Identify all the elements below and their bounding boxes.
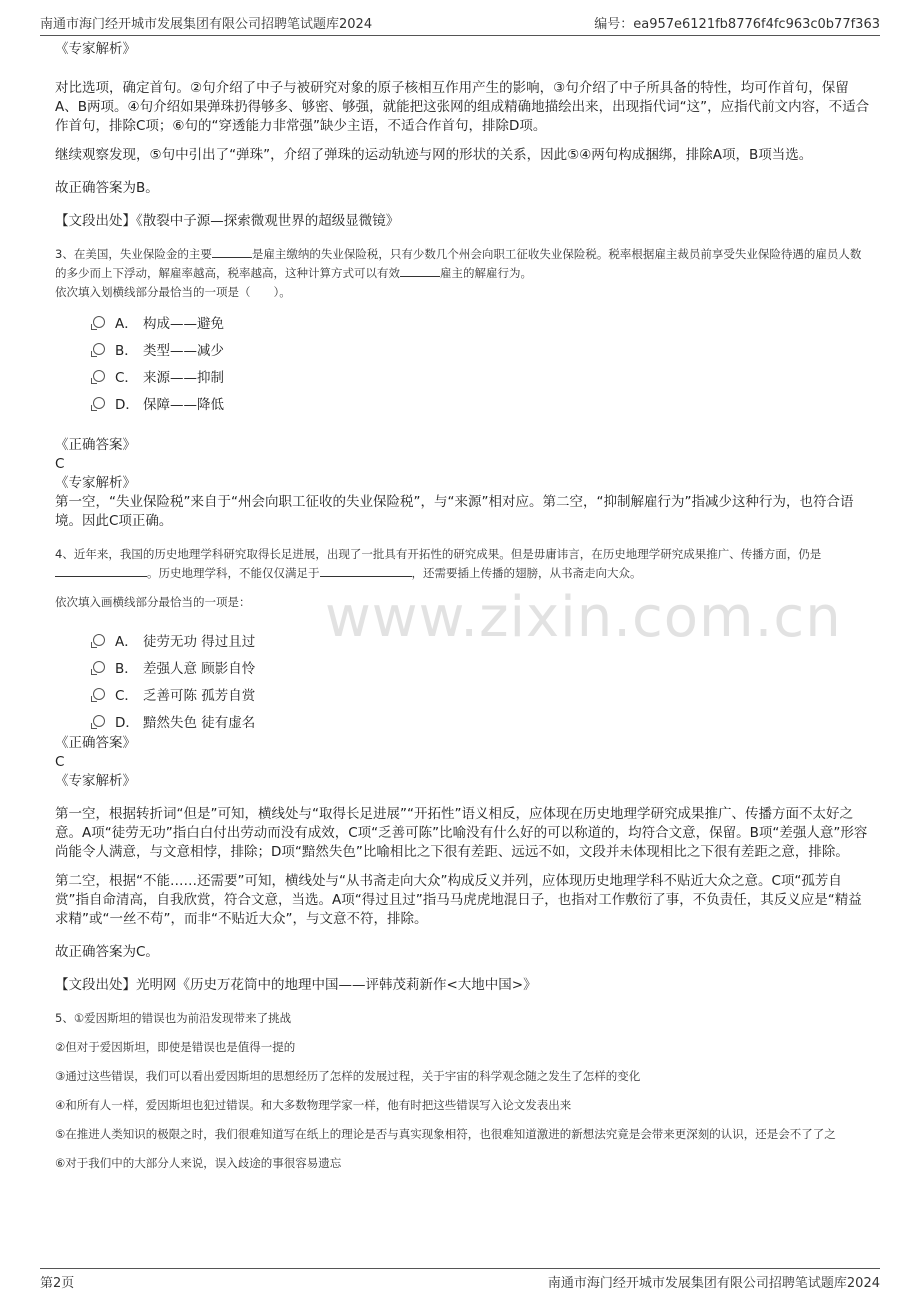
option-a[interactable]: A． 构成——避免 (55, 308, 870, 335)
radio-icon[interactable] (93, 688, 105, 700)
fill-blank (55, 564, 147, 577)
analysis-paragraph: 第二空，根据“不能……还需要”可知，横线处与“从书斋走向大众”构成反义并列，应体现历史地理学科不贴近大众之意。C项“孤芳自赏”指自命清高，自我欣赏，符合文意，当选。A项“得过且过”指马马虎虎地混日子，也指对工作敷衍了事，不负责任，其反义应是“精益求精”或“一丝不苟”，而非“不贴近大众”，与文意不符，排除。 (55, 873, 862, 927)
question-5-sentence: ②但对于爱因斯坦，即使是错误也是值得一提的 (55, 1040, 296, 1054)
answer-label: 《正确答案》 (55, 735, 136, 751)
option-c[interactable]: C． 来源——抑制 (55, 362, 870, 389)
answer-value: C (55, 754, 65, 770)
source-citation: 【文段出处】光明网《历史万花筒中的地理中国——评韩茂莉新作<大地中国>》 (55, 977, 537, 993)
watermark: www.zixin.com.cn (325, 585, 842, 650)
page-header (40, 12, 880, 36)
page-number: 第2页 (40, 1276, 75, 1291)
question-5-sentence: ③通过这些错误，我们可以看出爱因斯坦的思想经历了怎样的发展过程，关于宇宙的科学观念随之发生了怎样的变化 (55, 1069, 641, 1083)
fill-blank (400, 264, 440, 277)
radio-icon[interactable] (93, 316, 105, 328)
radio-icon[interactable] (93, 343, 105, 355)
question-5-sentence: ⑥对于我们中的大部分人来说，误入歧途的事很容易遗忘 (55, 1156, 342, 1170)
question-3-prompt: 依次填入划横线部分最恰当的一项是（ ）。 (55, 285, 291, 299)
option-d[interactable]: D． 保障——降低 (55, 389, 870, 416)
question-4-stem: 4、近年来，我国的历史地理学科研究取得长足进展，出现了一批具有开拓性的研究成果。但是毋庸讳言，在历史地理学研究成果推广、传播方面，仍是。历史地理学科，不能仅仅满足于 ，还需要插上传播的翅膀，从书斋走向大众。 (55, 547, 822, 580)
footer-title: 南通市海门经开城市发展集团有限公司招聘笔试题库2024 (547, 1276, 880, 1291)
analysis-paragraph: 对比选项，确定首句。②句介绍了中子与被研究对象的原子核相互作用产生的影响，③句介绍了中子所具备的特性，均可作首句，保留A、B两项。④句介绍如果弹珠扔得够多、够密、够强，就能把这张网的组成精确地描绘出来，出现指代词“这”，应指代前文内容，不适合作首句，排除C项；⑥句的“穿透能力非常强”缺少主语，不适合作首句，排除D项。 (55, 80, 870, 134)
question-4-prompt: 依次填入画横线部分最恰当的一项是： (55, 595, 251, 609)
source-citation: 【文段出处】《散裂中子源—探索微观世界的超级显微镜》 (55, 213, 400, 229)
page-content (55, 40, 870, 1173)
header-title: 南通市海门经开城市发展集团有限公司招聘笔试题库2024 (40, 17, 373, 32)
radio-icon[interactable] (93, 715, 105, 727)
option-a[interactable]: A． 徒劳无功 得过且过 (55, 626, 870, 653)
answer-conclusion: 故正确答案为C。 (55, 944, 159, 960)
radio-icon[interactable] (93, 661, 105, 673)
question-5-sentence: ④和所有人一样，爱因斯坦也犯过错误。和大多数物理学家一样，他有时把这些错误写入论文发表出来 (55, 1098, 572, 1112)
question-3-stem: 3、在美国，失业保险金的主要 是雇主缴纳的失业保险税，只有少数几个州会向职工征收失业保险税。税率根据雇主裁员前享受失业保险待遇的雇员人数的多少而上下浮动，解雇率越高，税率越高，这种计算方式可以有效 雇主的解雇行为。 (55, 247, 862, 280)
analysis-paragraph: 第一空，“失业保险税”来自于“州会向职工征收的失业保险税”，与“来源”相对应。第二空，“抑制解雇行为”指减少这种行为，也符合语境。因此C项正确。 (55, 494, 854, 529)
page-footer (40, 1268, 880, 1294)
header-code: 编号：ea957e6121fb8776f4fc963c0b77f363 (594, 17, 880, 32)
fill-blank (320, 564, 412, 577)
answer-value: C (55, 456, 65, 472)
radio-icon[interactable] (93, 397, 105, 409)
radio-icon[interactable] (93, 634, 105, 646)
analysis-label: 《专家解析》 (55, 773, 136, 789)
question-5-stem: 5、①爱因斯坦的错误也为前沿发现带来了挑战 (55, 1011, 292, 1025)
radio-icon[interactable] (93, 370, 105, 382)
answer-conclusion: 故正确答案为B。 (55, 180, 159, 196)
analysis-paragraph: 继续观察发现，⑤句中引出了“弹珠”，介绍了弹珠的运动轨迹与网的形状的关系，因此⑤④两句构成捆绑，排除A项，B项当选。 (55, 147, 813, 163)
option-c[interactable]: C． 乏善可陈 孤芳自赏 (55, 680, 870, 707)
answer-label: 《正确答案》 (55, 437, 136, 453)
option-b[interactable]: B． 类型——减少 (55, 335, 870, 362)
fill-blank (212, 245, 252, 258)
analysis-paragraph: 第一空，根据转折词“但是”可知，横线处与“取得长足进展”“开拓性”语义相反，应体现在历史地理学研究成果推广、传播方面不太好之意。A项“徒劳无功”指白白付出劳动而没有成效，C项“乏善可陈”比喻没有什么好的可以称道的，均符合文意，保留。B项“差强人意”形容尚能令人满意，与文意相悖，排除；D项“黯然失色”比喻相比之下很有差距、远远不如，文段并未体现相比之下很有差距之意，排除。 (55, 806, 868, 860)
analysis-label: 《专家解析》 (55, 475, 136, 491)
analysis-label: 《专家解析》 (55, 41, 136, 57)
option-b[interactable]: B． 差强人意 顾影自怜 (55, 653, 870, 680)
option-d[interactable]: D． 黯然失色 徒有虚名 (55, 707, 870, 734)
question-5-sentence: ⑤在推进人类知识的极限之时，我们很难知道写在纸上的理论是否与真实现象相符，也很难知道激进的新想法究竟是会带来更深刻的认识，还是会不了了之 (55, 1127, 836, 1141)
